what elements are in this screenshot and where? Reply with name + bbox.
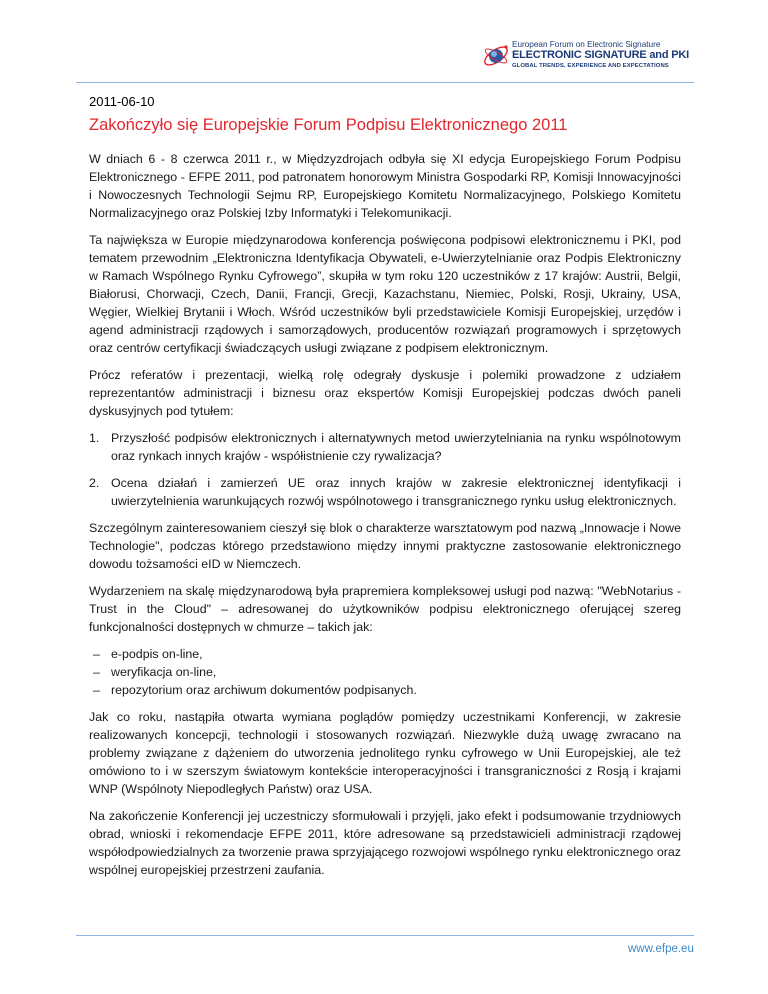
paragraph-panels: Prócz referatów i prezentacji, wielką rolę odegrały dyskusje i polemiki prowadzone z udziałem reprezentantów administracji i biznesu oraz ekspertów Komisji Europejskiej podczas dwóch paneli dyskusyjnych pod tytułem:: [89, 368, 681, 418]
footer-website-link[interactable]: www.efpe.eu: [628, 943, 694, 955]
dash-bullet: –: [93, 647, 100, 661]
footer-divider: [76, 935, 694, 936]
dash-bullet: –: [93, 683, 100, 697]
logo-line-3: GLOBAL TRENDS, EXPERIENCE AND EXPECTATIONS: [512, 63, 669, 69]
logo-line-2: ELECTRONIC SIGNATURE and PKI: [512, 49, 689, 61]
paragraph-conclusion: Na zakończenie Konferencji jej uczestniczy sformułowali i przyjęli, jako efekt i podsumowanie trzydniowych obrad, wnioski i rekomendacje EFPE 2011, które adresowane są przedstawicieli administracji rządowej współodpowiedzialnych za tworzenie prawa sprzyjającego rozwojowi wspólnego rynku elektronicznego oraz wspólnej europejskiej przestrzeni zaufania.: [89, 809, 681, 877]
list-number: 2.: [89, 476, 100, 490]
efpe-logo: [482, 36, 692, 76]
article-body: [89, 150, 681, 888]
dash-bullet: –: [93, 665, 100, 679]
list-item: [89, 681, 681, 699]
list-item-text: Przyszłość podpisów elektronicznych i alternatywnych metod uwierzytelniania na rynku wspólnotowym oraz rynkach innych krajów - współistnienie czy rywalizacja?: [111, 431, 681, 463]
list-item-text: Ocena działań i zamierzeń UE oraz innych krajów w zakresie elektronicznej identyfikacji i uwierzytelnienia warunkujących rozwój wspólnotowego i transgranicznego rynku usług elektronicznych.: [111, 476, 681, 508]
logo-line-1: European Forum on Electronic Signature: [512, 40, 661, 49]
header-divider: [76, 82, 694, 83]
list-item: [89, 474, 681, 510]
article-date: 2011-06-10: [89, 94, 155, 109]
list-item-text: repozytorium oraz archiwum dokumentów podpisanych.: [111, 683, 417, 697]
list-item: [89, 429, 681, 465]
list-item: [89, 663, 681, 681]
paragraph-conference: Ta największa w Europie międzynarodowa konferencja poświęcona podpisowi elektronicznemu i PKI, pod tematem przewodnim „Elektroniczna Identyfikacja Obywateli, e-Uwierzytelnianie oraz Podpis Elektroniczny w Ramach Wspólnego Rynku Cyfrowego”, skupiła w tym roku 120 uczestników z 17 krajów: Austrii, Belgii, Białorusi, Chorwacji, Czech, Danii, Francji, Grecji, Kazachstanu, Niemiec, Polski, Rosji, Ukrainy, USA, Węgier, Wielkiej Brytanii i Włoch. Wśród uczestników byli przedstawiciele Komisji Europejskiej, urzędów i agend administracji rządowych i samorządowych, producentów rozwiązań programowych i sprzętowych oraz centrów certyfikacji świadczących usługi związane z podpisem elektronicznym.: [89, 233, 681, 355]
paragraph-workshop: Szczególnym zainteresowaniem cieszył się blok o charakterze warsztatowym pod nazwą „Innowacje i Nowe Technologie", podczas którego przedstawiono między innymi praktyczne zastosowanie elektronicznego dowodu tożsamości eID w Niemczech.: [89, 521, 681, 571]
list-item: [89, 645, 681, 663]
paragraph-premiere: Wydarzeniem na skalę międzynarodową była prapremiera kompleksowej usługi pod nazwą: "WebNotarius - Trust in the Cloud" – adresowanej do użytkowników podpisu elektronicznego oferującej szereg funkcjonalności dostępnych w chmurze – takich jak:: [89, 584, 681, 634]
features-list: [89, 645, 681, 699]
article-title: Zakończyło się Europejskie Forum Podpisu Elektronicznego 2011: [89, 116, 568, 134]
list-item-text: weryfikacja on-line,: [111, 665, 217, 679]
paragraph-exchange: Jak co roku, nastąpiła otwarta wymiana poglądów pomiędzy uczestnikami Konferencji, w zakresie realizowanych koncepcji, technologii i stosowanych rozwiązań. Niezwykle dużą uwagę zwracano na problemy związane z dążeniem do utworzenia jednolitego rynku cyfrowego w Unii Europejskiej, ale też omówiono to i w szerszym światowym kontekście interoperacyjności i transgraniczności z Rosją i krajami WNP (Wspólnoty Niepodległych Państw) oraz USA.: [89, 710, 681, 796]
globe-orbit-logo-icon: [482, 36, 512, 76]
list-item-text: e-podpis on-line,: [111, 647, 203, 661]
panel-topics-list: [89, 429, 681, 510]
list-number: 1.: [89, 431, 100, 445]
paragraph-intro: W dniach 6 - 8 czerwca 2011 r., w Międzyzdrojach odbyła się XI edycja Europejskiego Forum Podpisu Elektronicznego - EFPE 2011, pod patronatem honorowym Ministra Gospodarki RP, Komisji Innowacyjności i Nowoczesnych Technologii Sejmu RP, Europejskiego Komitetu Normalizacyjnego, Polskiego Komitetu Normalizacyjnego oraz Polskiej Izby Informatyki i Telekomunikacji.: [89, 152, 681, 220]
